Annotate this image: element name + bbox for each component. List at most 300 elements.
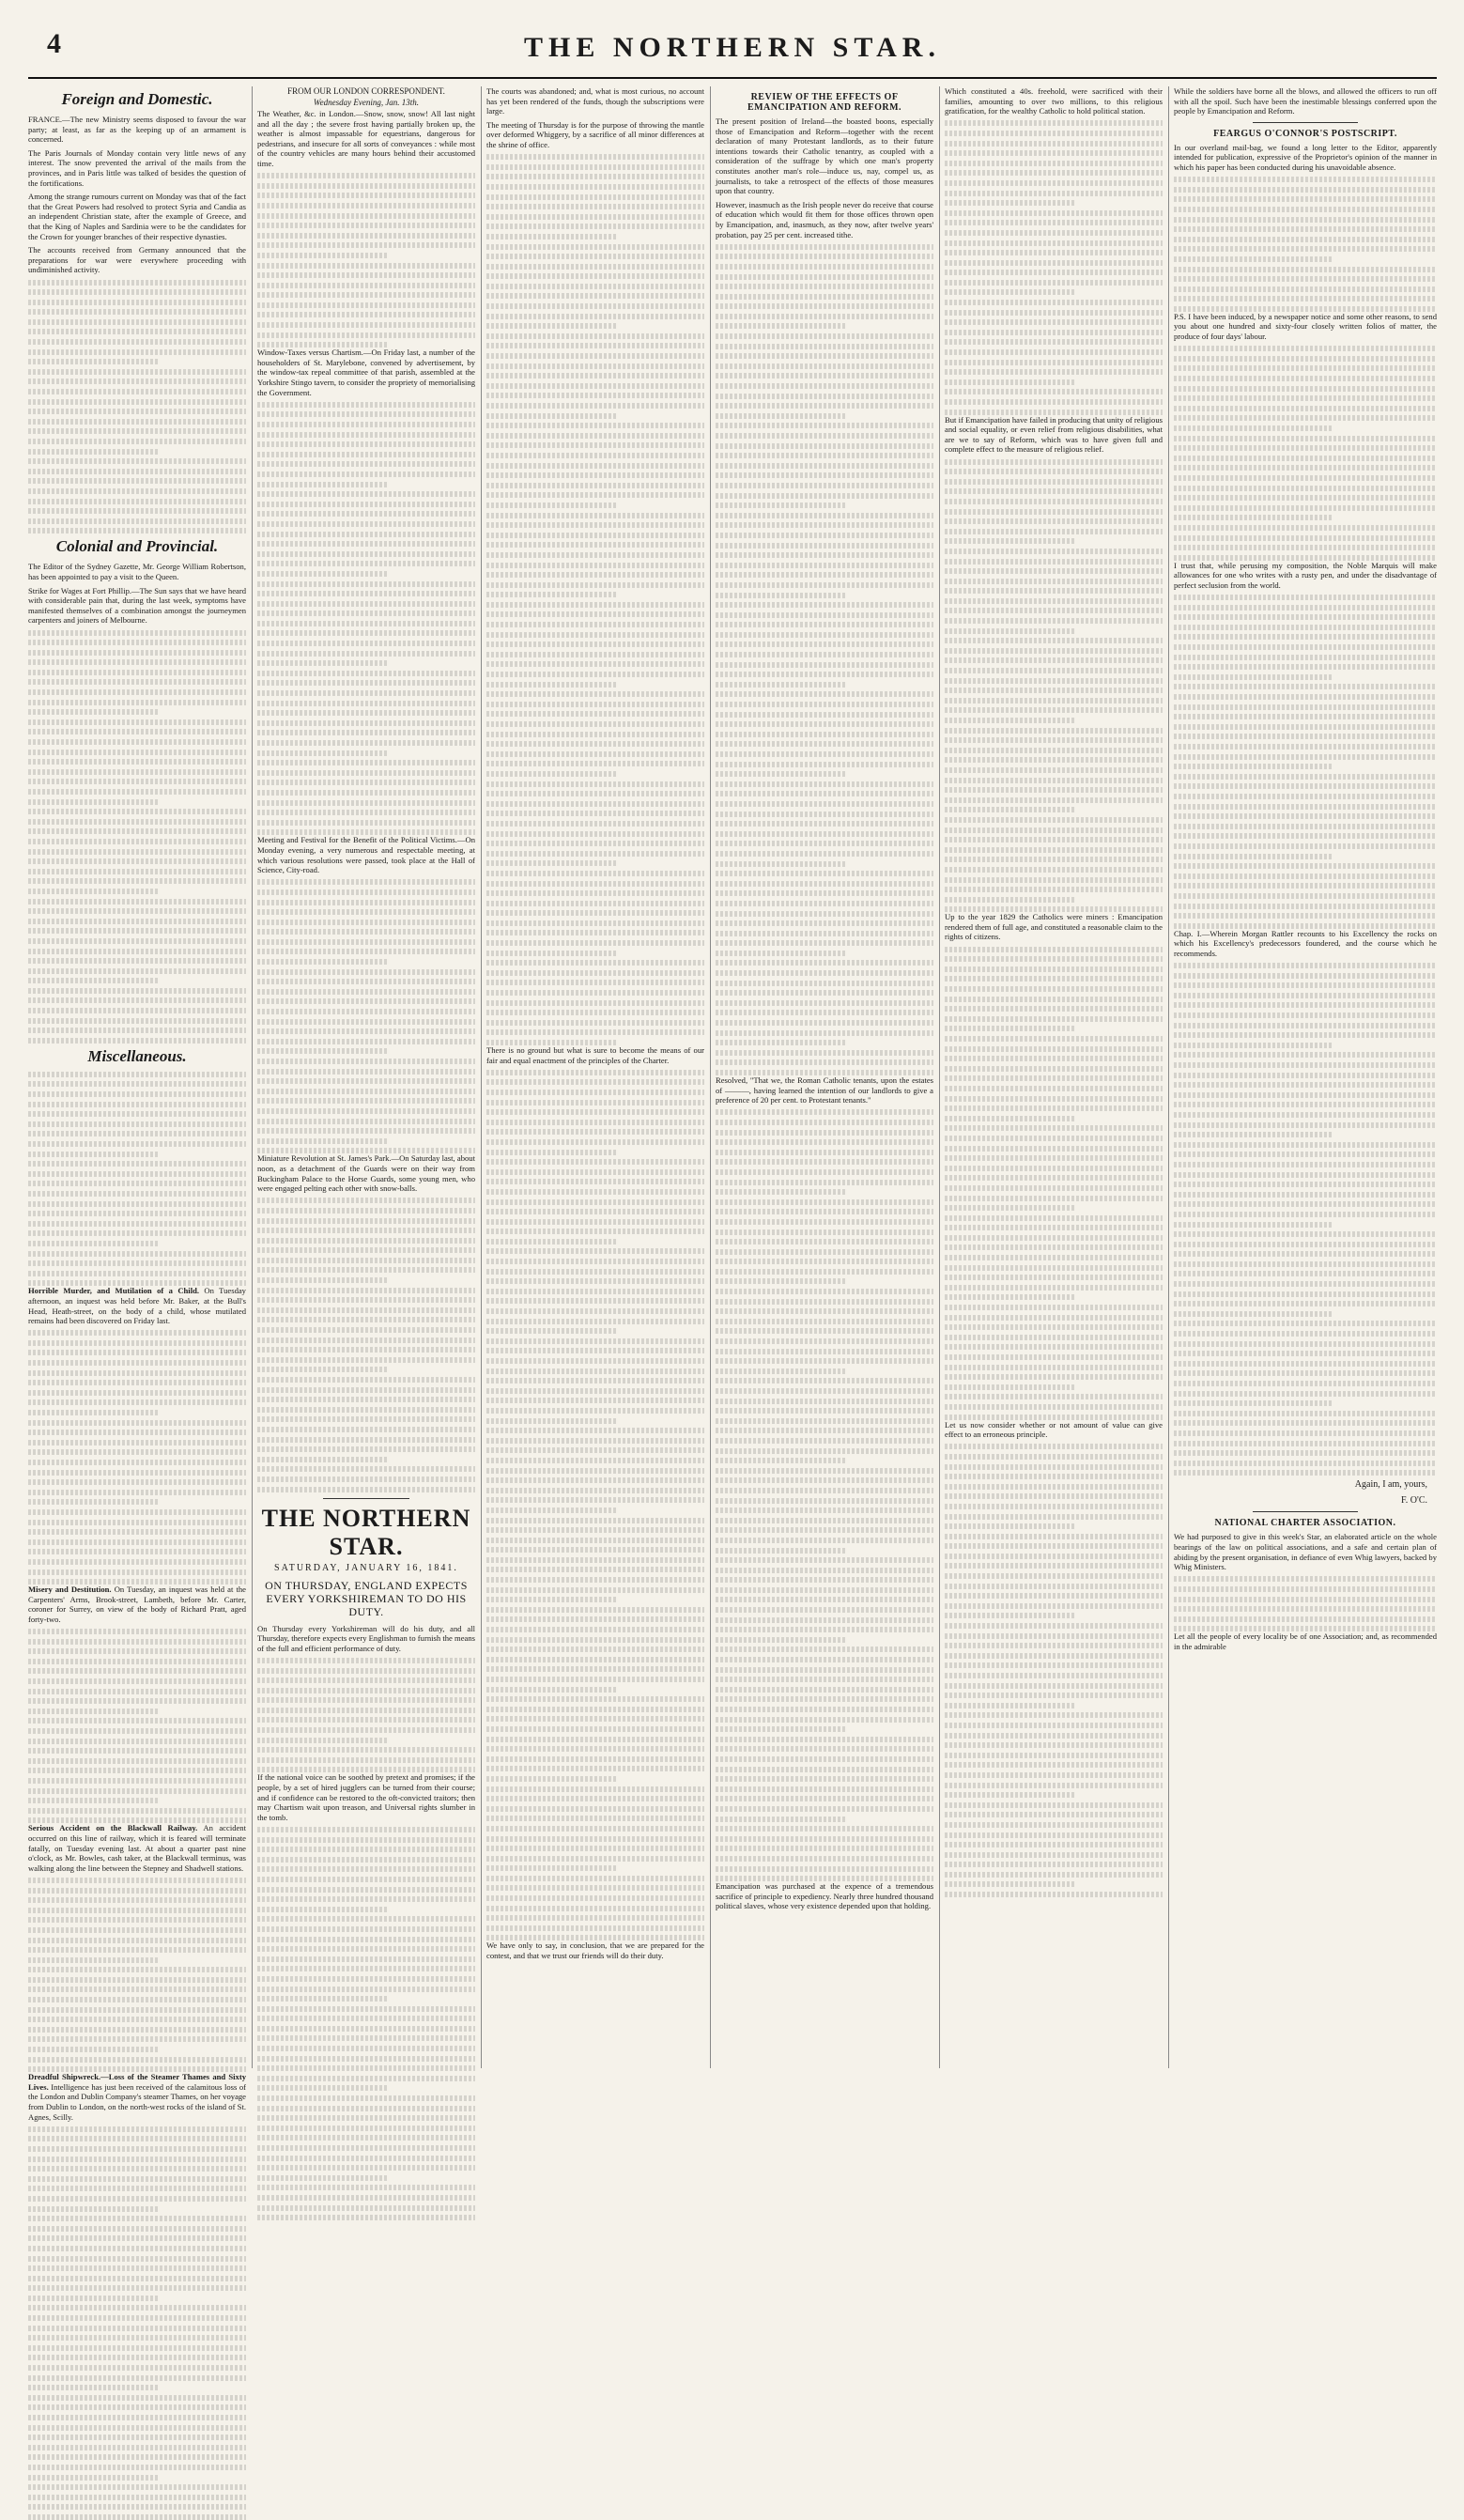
text-line [28, 1689, 246, 1694]
text-line [716, 732, 933, 737]
text-line [486, 164, 704, 170]
text-line [1174, 1132, 1332, 1137]
text-line [257, 1976, 475, 1982]
text-line [486, 1786, 704, 1792]
text-line [257, 411, 475, 417]
text-line [486, 841, 704, 846]
text-line [28, 1018, 246, 1024]
text-line [28, 2265, 246, 2271]
text-line [1174, 1341, 1437, 1347]
text-line [257, 1357, 475, 1363]
text-line [1174, 356, 1437, 362]
text-line [28, 919, 246, 924]
text-line [257, 283, 475, 288]
text-line [28, 289, 246, 295]
text-line [716, 264, 933, 270]
text-line [1174, 923, 1437, 929]
text-line [716, 1319, 933, 1324]
text-line [28, 819, 246, 825]
article-body: An accident occurred on this line of railway, which it is feared will terminate fatally, on Tuesday evening last. At about a quarter past nine o'clock, as Mr. Bowles, cash taker, at the Blackwall terminus, was walking along the line between the Stepney and Shadwell stations. [28, 1823, 246, 1873]
text-line [945, 1584, 1163, 1589]
article-paragraph: P.S. I have been induced, by a newspaper notice and some other reasons, to send you about one hundred and sixty-four closely written folios of matter, the produce of four days' labour. [1174, 311, 1437, 342]
text-line [716, 691, 933, 697]
text-line [486, 423, 704, 428]
text-line [28, 1947, 246, 1953]
text-line [28, 2445, 246, 2450]
text-line [257, 2046, 475, 2051]
text-line [486, 1458, 704, 1463]
text-line [257, 1009, 475, 1014]
text-line [945, 280, 1163, 286]
text-line [28, 1758, 246, 1764]
text-line [486, 184, 704, 190]
text-line [945, 1733, 1163, 1739]
text-line [28, 1191, 246, 1197]
text-line [257, 1228, 475, 1233]
text-block [257, 879, 475, 1153]
text-line [486, 1199, 704, 1205]
text-line [1174, 1291, 1437, 1297]
text-line [28, 739, 246, 745]
text-line [486, 801, 704, 807]
text-line [1174, 246, 1437, 252]
text-line [1174, 1400, 1332, 1406]
text-block [945, 459, 1163, 913]
text-line [945, 300, 1163, 305]
text-line [716, 1507, 933, 1513]
section-heading-colonial: Colonial and Provincial. [55, 537, 219, 556]
text-line [1174, 207, 1437, 212]
article-paragraph: Emancipation was purchased at the expence of a tremendous sacrifice of principle to expediency. Nearly three hundred thousand political slaves, whose very existence depended upon that holding. [716, 1881, 933, 1911]
text-line [486, 1398, 704, 1403]
text-line [257, 660, 388, 666]
text-line [716, 1399, 933, 1404]
text-line [257, 1148, 475, 1153]
text-line [716, 1219, 933, 1225]
text-line [486, 1020, 704, 1026]
text-line [1174, 445, 1437, 451]
text-line [945, 817, 1163, 823]
editorial-date: SATURDAY, JANUARY 16, 1841. [274, 1562, 458, 1573]
text-line [945, 986, 1163, 992]
text-line [1174, 545, 1437, 550]
text-line [716, 284, 933, 289]
text-line [716, 762, 933, 767]
text-line [716, 1349, 933, 1354]
text-line [257, 203, 475, 209]
text-line [257, 312, 475, 317]
text-line [945, 1892, 1163, 1897]
text-line [716, 1030, 933, 1036]
text-line [716, 254, 933, 259]
text-line [486, 323, 617, 329]
text-line [945, 509, 1163, 515]
text-line [486, 1836, 704, 1842]
text-line [486, 293, 704, 299]
text-line [716, 1488, 933, 1493]
text-block [1174, 346, 1437, 560]
text-line [257, 1466, 475, 1472]
text-line [1174, 813, 1437, 819]
text-line [257, 1337, 475, 1343]
text-line [1174, 1616, 1437, 1622]
text-line [257, 611, 475, 616]
text-line [1174, 376, 1437, 381]
text-line [28, 2047, 159, 2052]
text-line [28, 1917, 246, 1923]
text-line [716, 363, 933, 369]
text-line [486, 563, 704, 568]
text-line [28, 2475, 159, 2481]
text-line [1174, 734, 1437, 739]
text-line [257, 2106, 475, 2111]
text-line [1174, 365, 1437, 371]
text-line [945, 787, 1163, 793]
text-line [28, 2036, 246, 2042]
text-line [257, 1457, 388, 1462]
text-line [257, 1069, 475, 1074]
text-line [945, 797, 1163, 803]
text-line [28, 889, 159, 894]
text-line [486, 642, 704, 647]
text-line [28, 1509, 246, 1515]
text-line [716, 1677, 933, 1682]
text-line [28, 2027, 246, 2033]
column-2 [257, 86, 475, 2068]
text-line [28, 1748, 246, 1754]
text-line [28, 1141, 246, 1147]
text-line [716, 513, 933, 518]
text-line [486, 1090, 704, 1095]
text-line [257, 1407, 475, 1413]
text-line [716, 1059, 933, 1065]
text-line [257, 432, 475, 438]
text-line [1174, 843, 1437, 849]
text-line [1174, 625, 1437, 630]
text-line [486, 1895, 704, 1901]
text-line [257, 482, 388, 487]
text-line [28, 809, 246, 814]
text-line [716, 652, 933, 657]
text-line [257, 1367, 388, 1372]
text-line [486, 1328, 617, 1334]
text-line [28, 2066, 246, 2072]
text-line [1174, 963, 1437, 968]
text-line [486, 1418, 617, 1424]
text-line [257, 2035, 475, 2041]
text-line [1174, 1411, 1437, 1416]
text-line [28, 1038, 246, 1044]
text-line [945, 549, 1163, 554]
text-line [257, 2165, 475, 2171]
text-line [257, 790, 475, 796]
text-line [1174, 306, 1437, 312]
text-line [945, 877, 1163, 883]
text-line [486, 652, 704, 657]
text-line [716, 1548, 846, 1554]
text-line [486, 1865, 617, 1871]
article-paragraph: Let all the people of every locality be of one Association; and, as recommended in the admirable [1174, 1631, 1437, 1651]
text-line [28, 1739, 246, 1744]
text-line [945, 897, 1075, 903]
text-line [945, 588, 1163, 594]
text-line [716, 970, 933, 976]
column-rule [710, 86, 711, 2068]
signoff-initials: F. O'C. [1401, 1495, 1427, 1507]
text-line [257, 1397, 475, 1402]
text-line [257, 1966, 475, 1971]
text-line [1174, 256, 1332, 262]
text-line [28, 1028, 246, 1033]
text-line [28, 1360, 246, 1366]
article-paragraph: The accounts received from Germany announced that the preparations for war were everywhere proceeding with undiminished activity. [28, 245, 246, 275]
text-line [486, 930, 704, 935]
text-line [28, 2216, 246, 2221]
text-line [945, 1772, 1163, 1778]
text-line [486, 1497, 704, 1503]
text-line [28, 1499, 159, 1505]
text-line [28, 729, 246, 734]
text-line [28, 839, 246, 844]
text-line [1174, 634, 1437, 640]
text-line [945, 1514, 1163, 1520]
text-line [716, 274, 933, 280]
text-line [486, 194, 704, 200]
text-line [486, 741, 704, 747]
text-line [257, 173, 475, 178]
text-line [257, 2026, 475, 2032]
text-line [1174, 1002, 1437, 1008]
text-line [945, 628, 1075, 634]
text-line [486, 990, 704, 996]
text-line [945, 1444, 1163, 1449]
text-line [28, 2375, 246, 2381]
text-line [1174, 296, 1437, 301]
text-line [257, 1138, 388, 1144]
text-line [716, 1180, 933, 1185]
text-line [716, 931, 933, 936]
text-line [945, 976, 1163, 982]
text-line [716, 642, 933, 647]
text-line [716, 1776, 933, 1782]
article-paragraph: Resolved, "That we, the Roman Catholic tenants, upon the estates of ———, having learned the intention of our landlords to give a preference of 20 per cent. to Protestant tenants." [716, 1075, 933, 1105]
text-line [28, 1440, 246, 1446]
text-line [716, 582, 933, 588]
text-line [486, 174, 704, 179]
text-line [486, 1776, 617, 1782]
text-line [1174, 1082, 1437, 1088]
text-line [716, 373, 933, 379]
text-line [945, 1075, 1163, 1081]
article-paragraph: If the national voice can be soothed by pretext and promises; if the people, by a set of hired jugglers can be turned from their course; and if confidence can be restored to the oft-convicted traitors; then may Chartism wait upon treason, and Universal rights slumber in the tomb. [257, 1772, 475, 1822]
text-line [945, 1275, 1163, 1280]
text-line [486, 1278, 704, 1284]
text-line [486, 721, 704, 727]
text-line [1174, 276, 1437, 282]
text-line [1174, 237, 1437, 242]
text-line [945, 488, 1163, 494]
text-line [486, 363, 704, 369]
text-line [716, 1139, 933, 1145]
text-line [486, 502, 617, 508]
text-line [28, 1569, 246, 1575]
text-line [716, 1637, 846, 1643]
text-line [945, 379, 1075, 385]
text-block [28, 280, 246, 534]
text-line [945, 369, 1163, 375]
text-line [716, 1737, 933, 1742]
text-line [486, 791, 704, 796]
text-line [28, 399, 246, 405]
text-line [257, 1937, 475, 1942]
text-line [486, 472, 704, 478]
text-line [28, 379, 246, 384]
text-line [945, 1374, 1163, 1380]
text-line [716, 1458, 846, 1463]
text-line [28, 1470, 246, 1476]
text-line [28, 1957, 159, 1963]
text-line [716, 443, 933, 449]
text-line [257, 223, 475, 228]
text-line [486, 910, 704, 916]
text-line [1174, 1212, 1437, 1217]
text-line [945, 170, 1163, 176]
text-line [1174, 1576, 1437, 1582]
text-block [1174, 963, 1437, 1476]
text-line [945, 518, 1163, 524]
text-line [716, 1269, 933, 1275]
article-paragraph: While the soldiers have borne all the blows, and allowed the officers to run off with all the spoil. Such have been the inestimable blessings conferred upon the people by Emancipation and Reform. [1174, 86, 1437, 116]
text-line [945, 131, 1163, 136]
text-line [28, 769, 246, 775]
text-line [486, 860, 617, 866]
text-line [716, 552, 933, 558]
text-line [257, 422, 475, 427]
text-line [716, 593, 846, 598]
text-line [257, 472, 475, 477]
text-line [28, 1708, 159, 1714]
text-block [716, 1109, 933, 1881]
text-line [486, 1756, 704, 1762]
text-line [945, 1026, 1075, 1031]
text-line [1174, 267, 1437, 272]
text-line [486, 1040, 617, 1045]
text-line [716, 303, 933, 309]
text-line [716, 721, 933, 727]
article-body: On Tuesday afternoon, an inquest was held before Mr. Baker, at the Bull's Head, Heath-street, on the body of a child, whose mutilated remains had been discovered on Friday last. [28, 1286, 246, 1326]
text-line [945, 737, 1163, 743]
text-line [1174, 555, 1437, 561]
column-6 [1174, 86, 1437, 2068]
text-line [945, 1066, 1163, 1072]
text-block [486, 1070, 704, 1941]
text-line [257, 441, 475, 447]
text-line [486, 582, 704, 588]
text-line [945, 230, 1163, 236]
text-line [716, 1696, 933, 1702]
text-line [716, 1438, 933, 1444]
text-line [486, 1527, 704, 1533]
text-line [716, 920, 933, 926]
text-block [28, 1878, 246, 2072]
text-line [945, 1822, 1163, 1828]
text-line [28, 858, 246, 864]
text-line [257, 651, 475, 657]
text-line [945, 1573, 1163, 1579]
text-line [28, 499, 246, 504]
text-line [257, 541, 475, 547]
text-line [486, 1607, 704, 1613]
text-line [257, 1677, 475, 1683]
text-line [257, 2006, 475, 2012]
text-line [257, 402, 475, 408]
text-line [486, 1925, 704, 1931]
text-line [257, 820, 475, 826]
text-line [1174, 1450, 1437, 1456]
text-line [486, 303, 704, 309]
text-line [945, 1205, 1075, 1211]
text-line [28, 650, 246, 656]
text-line [28, 2235, 246, 2241]
text-line [945, 956, 1163, 962]
text-line [28, 449, 159, 455]
text-line [716, 1368, 846, 1374]
text-line [486, 1289, 704, 1294]
text-line [716, 612, 933, 618]
text-line [945, 1415, 1163, 1420]
text-line [28, 759, 246, 765]
text-line [486, 234, 617, 240]
text-line [28, 1449, 246, 1455]
text-line [28, 339, 246, 345]
text-line [28, 988, 246, 994]
text-line [486, 1438, 704, 1444]
text-line [28, 1091, 246, 1097]
text-line [28, 1490, 246, 1495]
text-line [28, 1390, 246, 1396]
text-line [1174, 1586, 1437, 1592]
text-line [945, 1653, 1163, 1659]
text-line [486, 661, 704, 667]
text-line [257, 1098, 475, 1104]
text-line [486, 881, 704, 887]
text-line [28, 2226, 246, 2232]
article-paragraph [28, 1585, 246, 1624]
text-line [28, 1668, 246, 1674]
text-line [28, 1659, 246, 1664]
text-block [1174, 177, 1437, 312]
text-line [945, 1315, 1163, 1321]
text-line [28, 1529, 246, 1535]
text-line [28, 700, 246, 705]
text-line [28, 659, 246, 665]
text-line [257, 1837, 475, 1843]
text-line [716, 1308, 933, 1314]
text-line [716, 1876, 933, 1881]
text-line [716, 682, 846, 688]
text-line [486, 264, 704, 270]
text-line [945, 1563, 1163, 1569]
text-line [28, 1251, 246, 1257]
text-line [1174, 1231, 1437, 1237]
article-paragraph: Strike for Wages at Fort Phillip.—The Sun says that we have heard with considerable pain that, during the last week, symptoms have manifested themselves of a combination amongst the journeymen carpenters and joiners of Melbourne. [28, 585, 246, 626]
text-line [486, 1189, 704, 1195]
text-line [1174, 655, 1437, 660]
signoff-line: Again, I am, yours, [1354, 1479, 1427, 1491]
text-line [1174, 764, 1332, 769]
text-line [257, 2016, 475, 2021]
column-rule [481, 86, 482, 2068]
